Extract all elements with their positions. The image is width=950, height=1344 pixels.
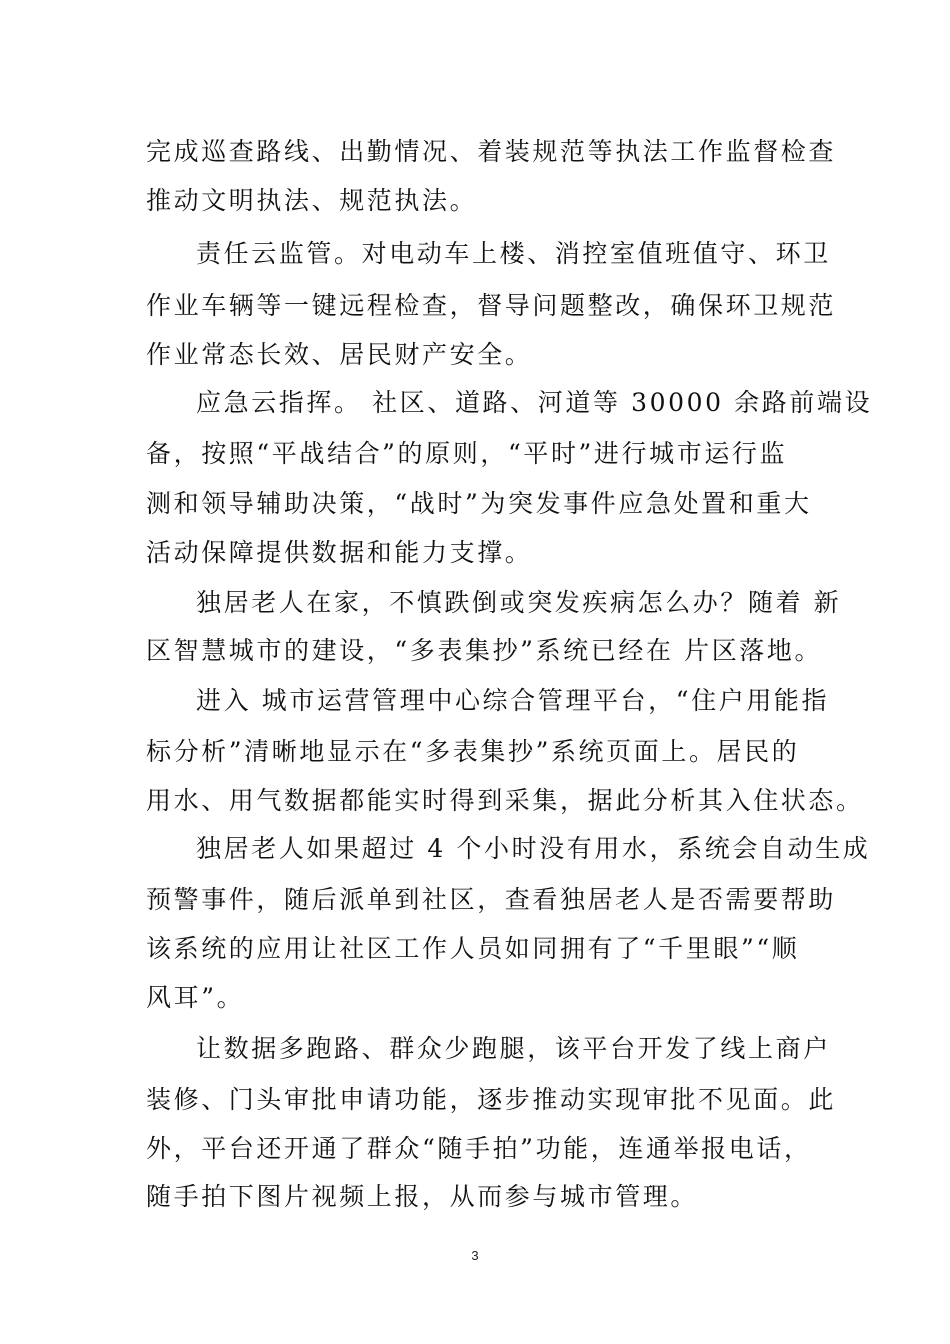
text-line-13: 标分析”清晰地显示在“多表集抄”系统页面上。居民的 [146, 737, 800, 766]
paragraph-platform-line-1: 进入 城市运营管理中心综合管理平台，“住户用能指 [196, 686, 830, 715]
paragraph-elderly-line-1: 独居老人在家，不慎跌倒或突发疾病怎么办？随着 新 [196, 588, 842, 617]
text-line-8: 测和领导辅助决策，“战时”为突发事件应急处置和重大 [146, 489, 812, 518]
paragraph-emergency-line-1: 应急云指挥。 社区、道路、河道等 30000 余路前端设 [196, 388, 873, 417]
text-line-22: 随手拍下图片视频上报，从而参与城市管理。 [146, 1182, 699, 1211]
text-line-2: 推动文明执法、规范执法。 [146, 186, 478, 215]
text-line-17: 该系统的应用让社区工作人员如同拥有了“千里眼”“顺 [146, 934, 800, 963]
text-line-4: 作业车辆等一键远程检查，督导问题整改，确保环卫规范 [146, 291, 837, 320]
page-number: 3 [471, 1248, 479, 1263]
text-line-18: 风耳”。 [146, 983, 245, 1012]
paragraph-responsibility-line-1: 责任云监管。对电动车上楼、消控室值班值守、环卫 [196, 239, 831, 268]
text-line-16: 预警事件，随后派单到社区，查看独居老人是否需要帮助 [146, 885, 837, 914]
text-line-11: 区智慧城市的建设，“多表集抄”系统已经在 片区落地。 [146, 636, 823, 665]
text-line-21: 外，平台还开通了群众“随手拍”功能，连通举报电话， [146, 1134, 812, 1163]
text-line-20: 装修、门头审批申请功能，逐步推动实现审批不见面。此 [146, 1085, 837, 1114]
text-line-7: 备，按照“平战结合”的原则，“平时”进行城市运行监 [146, 439, 788, 468]
text-line-1: 完成巡查路线、出勤情况、着装规范等执法工作监督检查 [146, 137, 837, 166]
paragraph-services-line-1: 让数据多跑路、群众少跑腿，该平台开发了线上商户 [196, 1034, 831, 1063]
paragraph-warning-line-1: 独居老人如果超过 4 个小时没有用水，系统会自动生成 [196, 834, 871, 863]
text-line-9: 活动保障提供数据和能力支撑。 [146, 538, 533, 567]
text-line-14: 用水、用气数据都能实时得到采集，据此分析其入住状态。 [146, 786, 864, 815]
text-line-5: 作业常态长效、居民财产安全。 [146, 340, 533, 369]
